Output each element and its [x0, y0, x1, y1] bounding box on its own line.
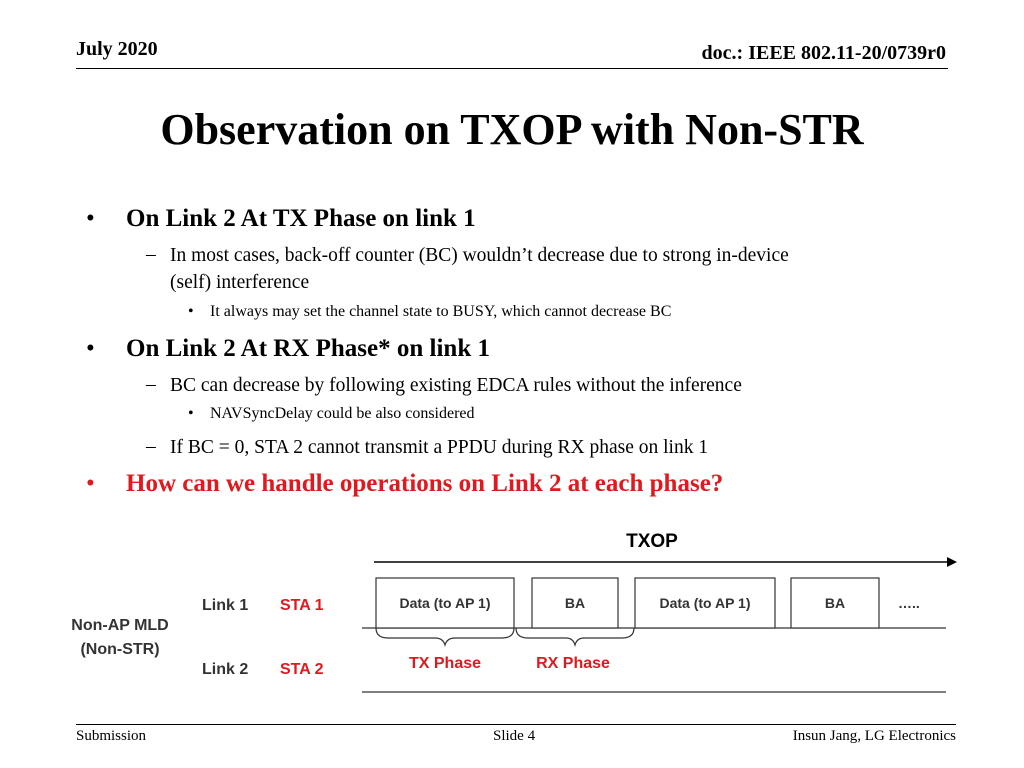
header-doc-id: doc.: IEEE 802.11-20/0739r0	[701, 42, 946, 64]
tx-phase-brace	[376, 628, 514, 645]
device-label-line2: (Non-STR)	[80, 641, 160, 658]
bullet-2: On Link 2 At RX Phase* on link 1	[126, 335, 490, 362]
frame-ba-2-label: BA	[824, 595, 846, 611]
link-1-label: Link 1	[202, 597, 249, 614]
sub-bullet-1-1-line2: (self) interference	[170, 272, 310, 293]
frame-data-1-label: Data (to AP 1)	[399, 595, 491, 611]
bullet-3-question: How can we handle operations on Link 2 at each phase?	[126, 470, 724, 497]
header-date: July 2020	[76, 38, 158, 60]
slide-title: Observation on TXOP with Non-STR	[160, 105, 864, 154]
txop-label: TXOP	[626, 531, 678, 552]
sub-bullet-2-1: BC can decrease by following existing EDCA rules without the inference	[170, 375, 742, 396]
sta-1-label: STA 1	[280, 597, 324, 614]
frame-ba-1-label: BA	[564, 595, 586, 611]
footer-author: Insun Jang, LG Electronics	[792, 728, 956, 744]
sub-bullet-marker: –	[146, 244, 156, 265]
frame-data-2-label: Data (to AP 1)	[659, 595, 751, 611]
sub-sub-bullet-marker: •	[188, 303, 194, 320]
bullet-marker: •	[86, 205, 95, 232]
bullet-marker: •	[86, 470, 95, 497]
bullet-marker: •	[86, 335, 95, 362]
footer-slide-number: Slide 4	[493, 728, 536, 744]
sub-bullet-marker: –	[146, 374, 156, 395]
txop-arrowhead	[947, 557, 957, 567]
bullet-1: On Link 2 At TX Phase on link 1	[126, 205, 476, 232]
sub-bullet-2-2: If BC = 0, STA 2 cannot transmit a PPDU during RX phase on link 1	[170, 437, 709, 458]
sub-bullet-1-1-line1: In most cases, back-off counter (BC) wouldn’t decrease due to strong in-device	[170, 245, 789, 266]
link-2-label: Link 2	[202, 661, 249, 678]
footer-submission: Submission	[76, 728, 147, 744]
sta-2-label: STA 2	[280, 661, 324, 678]
txop-diagram	[58, 524, 958, 704]
rx-phase-brace	[516, 628, 634, 645]
sub-bullet-marker: –	[146, 436, 156, 457]
sub-sub-bullet-2-1-1: NAVSyncDelay could be also considered	[210, 405, 475, 422]
frames-ellipsis: …..	[898, 595, 920, 611]
device-label-line1: Non-AP MLD	[71, 617, 169, 634]
tx-phase-label: TX Phase	[408, 655, 482, 672]
footer-divider	[76, 724, 956, 725]
rx-phase-label: RX Phase	[536, 655, 610, 672]
sub-bullet-1-1	[170, 242, 910, 296]
sub-sub-bullet-marker: •	[188, 405, 194, 422]
sub-sub-bullet-1-1-1: It always may set the channel state to BUSY, which cannot decrease BC	[210, 303, 672, 320]
